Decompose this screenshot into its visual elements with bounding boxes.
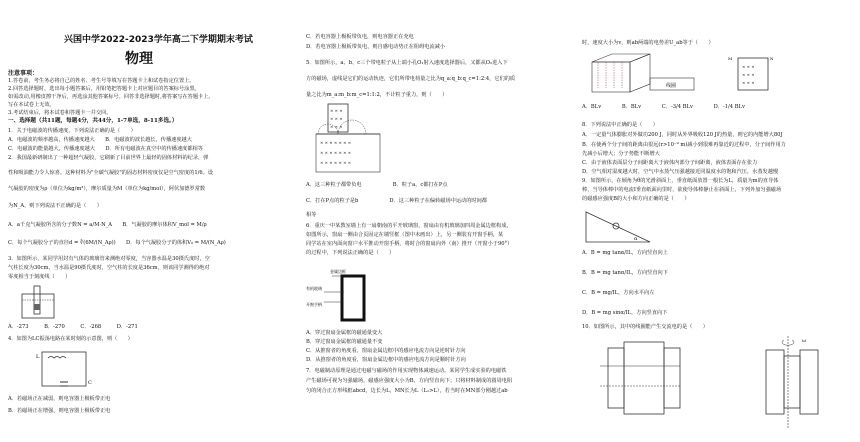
gas-tube-figure: [12, 286, 72, 322]
note-line: 2.回答选择题时，选出每小题答案后，用铅笔把答题卡上对应题目的答案标号涂黑。: [8, 86, 200, 92]
question-line: 如图所示，窗扇一侧由合页固定在墙竖框（图中未画出）上，另一侧装有开窗手柄，某: [306, 232, 504, 238]
lc-label-l: L: [36, 354, 40, 360]
question-line: 产生磁场可视为匀强磁场，磁感应强度大小为B，方向竖直向下；只将材料制成的圆周电阻: [306, 378, 513, 384]
question-line: B．B = mg tanα/IL，方向竖直向下: [582, 270, 668, 276]
question-line: C．若电容器上极板带负电，则电容器正在充电: [306, 34, 414, 40]
question-line: 4．如图为LC振荡电路在某时刻的示意图，则（ ）: [8, 336, 133, 342]
question-line: 同学站在室内面向窗户水平推动开窗手柄，将时合的窗扇向外（南）推开（开窗小于90°）: [306, 241, 513, 247]
question-line: 棒，当导体棒中的电流I垂直纸面向里时，欲使导体棒静止在斜面上，下列外加匀强磁场: [582, 187, 782, 193]
question-line: 方的磁场，虚线是它们的运动轨迹，它们所带电荷量之比为q_a:q_b:q_c=1:2:4，它们的质: [306, 76, 516, 82]
question-line: 量之比为m_a:m_b:m_c=1:1:2，不计粒子重力，则（ ）: [306, 92, 448, 98]
question-line: B．在使两个分子间的距离由很远(r>10⁻⁹ m)减小到很难再靠近的过程中，分子间作用力: [582, 142, 786, 148]
note-line: 写在本试卷上无效。: [8, 102, 55, 108]
label-handle: 开窗手柄: [306, 302, 322, 307]
q7-letter-n: N: [770, 56, 774, 61]
question-line: 2．我国最新研制出了一种超轻气凝胶，它刷新了目前世界上最轻的固体材料的纪录，弹: [8, 155, 209, 161]
question-line: 9．如图所示，在倾角为θ的光滑斜面上，垂直纸面放置一根长为L，质量为m的直导体: [582, 178, 779, 184]
question-line: 时，速度大小为v，则ab两端的电势差U_ab等于（ ）: [582, 40, 714, 46]
question-line: A．B = mg tanα/IL，方向竖直向上: [582, 250, 668, 256]
question-line: D．空气相对湿度越大时，空气中水蒸气压强越接近同温度水的饱和汽压，水蒸发越慢: [582, 169, 779, 175]
question-line: C．由于液体表面层分子间距离大于液体内部分子间距离，液体表面存在张力: [582, 160, 758, 166]
question-line: B．若磁场正在增强，则电容器上极板带正电: [8, 408, 111, 414]
note-line: 1.答卷前，考生务必将自己的姓名、考生号等填写在答题卡上和试卷指定位置上。: [8, 78, 195, 84]
question-line: 为N_A，则下列说法不正确的是（ ）: [8, 203, 102, 209]
incline-figure: [584, 208, 654, 244]
magnetic-brake-figure: [584, 52, 794, 98]
question-line: C．每个气凝胶分子的直径d = ∛(6M/(N_Aρ)) D．每个气凝胶分子的体积V₀ = M/(N_Aρ): [8, 240, 226, 246]
question-line: C．从推窗者的角度看，窗扇金属边框中的感应电流方向是逆时针方向: [306, 348, 466, 354]
question-line: C．B = mg/IL，方向水平向左: [582, 290, 655, 296]
svg-text:× × × × × × ×: × × × × × × ×: [320, 160, 352, 165]
question-line: C．打在P点的粒子是b D．这三种粒子在偏转磁场中运动的时间都: [306, 198, 487, 204]
question-line: A．-273 B．-270 C．-268 D．-271: [8, 324, 138, 330]
question-line: 7．电磁制动原理是通过电磁与磁场的作用实现物体减速运动。某同学生成实验的电磁铁: [306, 368, 507, 374]
question-line: A．a千克气凝胶所含的分子数N = a/M·N_A B．气凝胶的摩尔体积V_mol = M/ρ: [8, 222, 207, 228]
svg-text:× × ×: × × ×: [742, 64, 755, 69]
svg-text:× × ×: × × ×: [330, 108, 343, 113]
question-line: D．B = mg sinα/IL，方向竖直向下: [582, 310, 668, 316]
svg-text:× × ×: × × ×: [330, 116, 343, 121]
notes-heading: 注意事项：: [8, 70, 39, 77]
question-line: A．穿过窗扇金属框的磁通量变大: [306, 330, 383, 336]
question-line: A．电磁波的频率越高，传播速度越大 B．电磁波的波长越长，传播速度越大: [8, 137, 192, 143]
q7-coil-caption: 线圈: [666, 83, 677, 89]
lc-label-c: C: [88, 380, 92, 386]
question-line: B．穿过窗扇金属框的磁通量不变: [306, 339, 383, 345]
question-line: 先减小后增大；分子势能不断增大: [582, 151, 660, 157]
svg-text:× × × × × × ×: × × × × × × ×: [320, 140, 352, 145]
column-1: [0, 0, 288, 442]
question-line: 3．如图所示，某同学用封有气体的玻璃管来测绝对零度，当容器水温是30摄氏度时，空: [8, 256, 210, 262]
question-line: D．从推窗者的角度看，窗扇金属边框中的感应电流方向是顺时针方向: [306, 357, 466, 363]
question-line: 性和吸油能力令人惊喜。这种材料为"全碳气凝胶"的固态材料密度仅是空气密度的1/6。设: [8, 170, 214, 176]
question-line: 6．重庆一中某教室墙上有一扇朝南的平开玻璃窗，窗扇由有机玻璃加四周金属边框构成，: [306, 223, 512, 229]
question-line: 的过程中，下列说法正确的是（ ）: [306, 250, 395, 256]
window-figure: [306, 262, 386, 328]
question-line: A．BLv B．BLv C．-3/4 BLv D．-1/4 BLv: [582, 104, 745, 110]
question-line: D．若电容器上极板带负电，则自感电动势正在阻碍电流减小: [306, 44, 446, 50]
column-3: [578, 0, 860, 442]
exam-title: 兴国中学2022-2023学年高二下学期期末考试: [64, 35, 253, 45]
exam-subject: 物理: [125, 51, 153, 67]
question-line: 相等: [306, 212, 317, 218]
q10-omega: ω: [802, 338, 807, 344]
question-line: A．这三种粒子都带负电 B．粒子a、c都打在P点: [306, 182, 448, 188]
svg-text:× × × × × × ×: × × × × × × ×: [320, 150, 352, 155]
velocity-selector-figure: [316, 102, 386, 174]
question-line: 的磁感应强度B的大小和方向正确的是（ ）: [582, 196, 690, 202]
section-heading: 一、选择题（共11题，每题4分，共44分，1-7单选，8-11多选。）: [8, 118, 178, 124]
note-line: 3.考试结束后，将本试卷和答题卡一并交回。: [8, 110, 112, 116]
label-metal-frame: 金属边框: [330, 269, 346, 274]
question-line: 10．如图所示，其中的线圈能产生交流电的是（ ）: [582, 324, 708, 330]
question-line: 匀的闭合正方形线框abcd，边长为L，MN长为L（L₁>L），若当时在MN部分刚越过ab: [306, 388, 508, 394]
question-line: 1．关于电磁波的传播速度，下列说法正确的是（ ）: [8, 128, 136, 134]
column-2: [298, 0, 570, 442]
question-line: 5．如图所示，a、b、c三个带电粒子从上端小孔O₁射入速度选择器后，又都从O₂进入下: [306, 60, 508, 66]
question-line: 8．下列说法中正确的是（ ）: [582, 122, 658, 128]
svg-text:α: α: [634, 236, 638, 242]
coil-figures: [598, 336, 838, 432]
svg-text:× × ×: × × ×: [330, 124, 343, 129]
question-line: 零度相当于刻度线（ ）: [8, 274, 71, 280]
question-line: A．一定量气体膨胀对外做功200 J，同时从外界吸收120 J的热量，则它的内能增大80J: [582, 132, 783, 138]
question-line: 气柱长度为30cm，当水温是90摄氏度时，空气柱的长度是36cm，则该同学测得的绝对: [8, 265, 210, 271]
q7-letter-m: M: [728, 56, 733, 61]
question-line: A．若磁场正在减弱，则电容器上极板带正电: [8, 396, 111, 402]
question-line: C．电磁波的能量越大，传播速度越大 D．所有电磁波在真空中的传播速度都相等: [8, 146, 203, 152]
question-line: 气凝胶的密度为ρ（单位为kg/m³），摩尔质量为M（单位为kg/mol），阿伏加德罗常数: [8, 186, 206, 192]
lc-circuit-figure: [36, 346, 96, 392]
note-line: 如需改动,用橡皮擦干净后，再选涂其他答案标号。回答非选择题时,将答案写在答题卡上,: [8, 94, 211, 100]
label-glass: 有机玻璃: [306, 286, 322, 291]
svg-text:× × ×: × × ×: [742, 72, 755, 77]
svg-text:× × ×: × × ×: [742, 80, 755, 85]
